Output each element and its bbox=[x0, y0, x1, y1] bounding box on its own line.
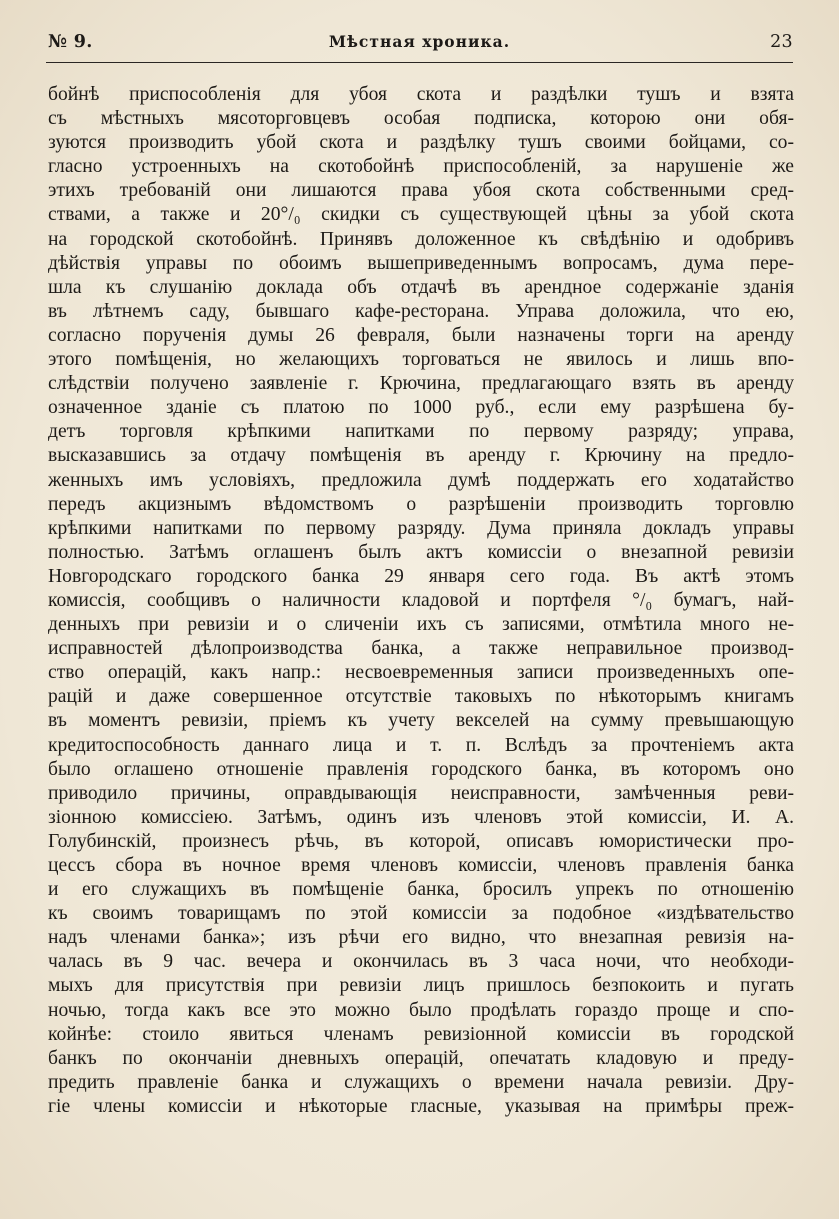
text-line: въ лѣтнемъ саду, бывшаго кафе-ресторана. Управа доложила, что ею, bbox=[48, 300, 794, 322]
text-line: въ моментъ ревизіи, пріемъ къ учету векселей на сумму превышающую bbox=[48, 710, 794, 732]
text-line: гіе члены комиссіи и нѣкоторые гласные, указывая на примѣры преж- bbox=[48, 1095, 794, 1117]
text-line: надъ членами банка»; изъ рѣчи его видно, что внезапная ревизія на- bbox=[48, 927, 794, 949]
text-line: полностью. Затѣмъ оглашенъ былъ актъ комиссіи о внезапной ревизіи bbox=[48, 541, 794, 563]
text-line: дѣйствія управы по обоимъ вышеприведеннымъ вопросамъ, дума пере- bbox=[48, 252, 794, 274]
text-line: женныхъ имъ условіяхъ, предложила думѣ поддержать его ходатайство bbox=[48, 469, 794, 491]
text-line: означенное зданіе съ платою по 1000 руб., если ему разрѣшена бу- bbox=[48, 397, 794, 419]
text-line: слѣдствіи получено заявленіе г. Крючина, предлагающаго взять въ аренду bbox=[48, 373, 794, 395]
page-header bbox=[46, 28, 793, 63]
text-line: детъ торговля крѣпкими напитками по первому разряду; управа, bbox=[48, 421, 794, 443]
text-line: передъ акцизнымъ вѣдомствомъ о разрѣшеніи производить торговлю bbox=[48, 493, 794, 515]
text-line: денныхъ при ревизіи и о сличеніи ихъ съ записями, отмѣтила много не- bbox=[48, 614, 794, 636]
text-line: согласно порученія думы 26 февраля, были назначены торги на аренду bbox=[48, 324, 794, 346]
text-line: ночью, тогда какъ все это можно было продѣлать гораздо проще и спо- bbox=[48, 999, 794, 1021]
text-line: высказавшись за отдачу помѣщенія въ аренду г. Крючину на предло- bbox=[48, 445, 794, 467]
text-line: гласно устроенныхъ на скотобойнѣ приспособленій, за нарушеніе же bbox=[48, 156, 794, 178]
text-line: чалась въ 9 час. вечера и окончилась въ 3 часа ночи, что необходи- bbox=[48, 951, 794, 973]
text-line: и его служащихъ въ помѣщеніе банка, бросилъ упрекъ по отношенію bbox=[48, 879, 794, 901]
text-line: рацій и даже совершенное отсутствіе таковыхъ по нѣкоторымъ книгамъ bbox=[48, 686, 794, 708]
text-line: этого помѣщенія, но желающихъ торговаться не явилось и лишь впо- bbox=[48, 349, 794, 371]
text-line: этихъ требованій они лишаются права убоя скота собственными сред- bbox=[48, 180, 794, 202]
text-line: предить правленіе банка и служащихъ о времени начала ревизіи. Дру- bbox=[48, 1071, 794, 1093]
text-line: было оглашено отношеніе правленія городского банка, въ которомъ оно bbox=[48, 758, 794, 780]
text-line: банкъ по окончаніи дневныхъ операцій, опечатать кладовую и преду- bbox=[48, 1047, 794, 1069]
text-line: Новгородскаго городского банка 29 января сего года. Въ актѣ этомъ bbox=[48, 565, 794, 587]
text-line: бойнѣ приспособленія для убоя скота и раздѣлки тушъ и взята bbox=[48, 84, 794, 105]
text-line: ство операцій, какъ напр.: несвоевременныя записи произведенныхъ опе- bbox=[48, 662, 794, 684]
text-line: ствами, а также и 20°/₀ скидки съ существующей цѣны за убой скота bbox=[48, 204, 794, 226]
text-line: приводило причины, оправдывающія неисправности, замѣченныя реви- bbox=[48, 782, 794, 804]
text-line: мыхъ для присутствія при ревизіи лицъ пришлось безпокоить и пугать bbox=[48, 975, 794, 997]
text-line: цессъ сбора въ ночное время членовъ комиссіи, членовъ правленія банка bbox=[48, 855, 794, 876]
text-line: кредитоспособность даннаго лица и т. п. Вслѣдъ за прочтеніемъ акта bbox=[48, 734, 794, 756]
running-title: Мѣстная хроника. bbox=[328, 32, 511, 51]
text-line: комиссія, сообщивъ о наличности кладовой и портфеля °/₀ бумагъ, най- bbox=[48, 589, 794, 611]
text-line: исправностей дѣлопроизводства банка, а также неправильное производ- bbox=[48, 638, 794, 660]
text-line: койнѣе: стоило явиться членамъ ревизіонной комиссіи въ городской bbox=[48, 1023, 794, 1045]
text-line: зуются производить убой скота и раздѣлку тушъ своими бойцами, со- bbox=[48, 132, 794, 154]
text-line: зіонною комиссіею. Затѣмъ, одинъ изъ членовъ этой комиссіи, И. А. bbox=[48, 806, 794, 828]
text-line: съ мѣстныхъ мясоторговцевъ особая подписка, которою они обя- bbox=[48, 108, 794, 130]
text-line: Голубинскій, произнесъ рѣчь, въ которой, описавъ юмористически про- bbox=[48, 830, 794, 852]
text-line: крѣпкими напитками по первому разряду. Дума приняла докладъ управы bbox=[48, 517, 794, 539]
text-line: къ своимъ товарищамъ по этой комиссіи за подобное «издѣвательство bbox=[48, 903, 794, 925]
body-text bbox=[48, 83, 794, 1119]
issue-number: № 9. bbox=[48, 32, 93, 52]
page-number: 23 bbox=[770, 32, 793, 52]
text-line: на городской скотобойнѣ. Принявъ доложенное къ свѣдѣнію и одобривъ bbox=[48, 228, 794, 250]
text-line: шла къ слушанію доклада объ отдачѣ въ арендное содержаніе зданія bbox=[48, 276, 794, 298]
